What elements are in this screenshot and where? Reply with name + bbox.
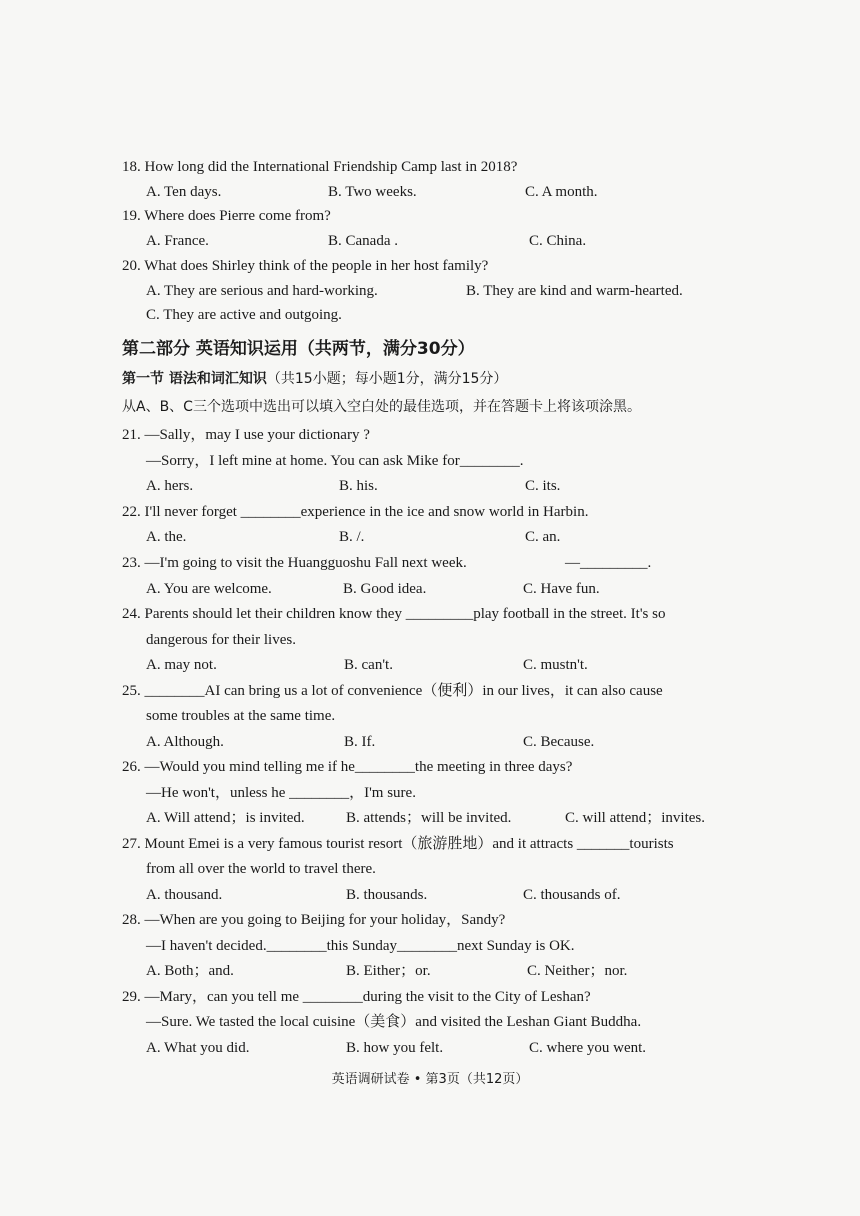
- question-29-option-b: B. how you felt.: [346, 1040, 444, 1056]
- question-19-option-c: C. China.: [529, 233, 587, 249]
- question-27-option-a: A. thousand.: [146, 887, 223, 903]
- question-18-option-c: C. A month.: [525, 184, 598, 200]
- question-25-option-b: B. If.: [344, 734, 376, 750]
- question-25-line-1: 25. ________AI can bring us a lot of convenience（便利）in our lives，it can also cause: [122, 683, 663, 699]
- question-28-option-c: C. Neither；nor.: [527, 963, 628, 979]
- question-26-option-a: A. Will attend；is invited.: [146, 810, 305, 826]
- question-28-line-1: 28. —When are you going to Beijing for your holiday，Sandy?: [122, 912, 506, 928]
- question-25-option-a: A. Although.: [146, 734, 224, 750]
- section-one-title: 第一节 语法和词汇知识: [122, 371, 267, 387]
- question-22-stem: 22. I'll never forget ________experience in the ice and snow world in Harbin.: [122, 504, 589, 520]
- question-20-option-b: B. They are kind and warm-hearted.: [466, 283, 683, 299]
- question-28-option-b: B. Either；or.: [346, 963, 431, 979]
- question-27-line-1: 27. Mount Emei is a very famous tourist resort（旅游胜地）and it attracts _______tourists: [122, 836, 674, 852]
- question-28-line-2: —I haven't decided.________this Sunday________next Sunday is OK.: [146, 938, 575, 954]
- question-19-option-a: A. France.: [146, 233, 209, 249]
- question-24-option-c: C. mustn't.: [523, 657, 588, 673]
- question-18-option-b: B. Two weeks.: [328, 184, 417, 200]
- question-26-line-2: —He won't，unless he ________，I'm sure.: [146, 785, 416, 801]
- question-27-option-b: B. thousands.: [346, 887, 428, 903]
- question-21-line-1: 21. —Sally，may I use your dictionary ?: [122, 427, 370, 443]
- section-one-heading: [122, 370, 507, 388]
- question-23-stem: 23. —I'm going to visit the Huangguoshu Fall next week.: [122, 555, 467, 571]
- question-29-option-c: C. where you went.: [529, 1040, 647, 1056]
- section-one-note: （共15小题；每小题1分，满分15分）: [266, 371, 508, 387]
- question-23-reply: —_________.: [565, 555, 652, 571]
- question-27-option-c: C. thousands of.: [523, 887, 621, 903]
- question-19-stem: 19. Where does Pierre come from?: [122, 208, 331, 224]
- section-one-instruction: 从A、B、C三个选项中选出可以填入空白处的最佳选项，并在答题卡上将该项涂黑。: [122, 399, 641, 415]
- question-29-line-1: 29. —Mary，can you tell me ________during the visit to the City of Leshan?: [122, 989, 591, 1005]
- question-25-line-2: some troubles at the same time.: [146, 708, 336, 724]
- question-28-option-a: A. Both；and.: [146, 963, 234, 979]
- question-26-option-c: C. will attend；invites.: [565, 810, 705, 826]
- question-29-line-2: —Sure. We tasted the local cuisine（美食）and visited the Leshan Giant Buddha.: [146, 1014, 642, 1030]
- question-26-line-1: 26. —Would you mind telling me if he________the meeting in three days?: [122, 759, 573, 775]
- question-20-option-c: C. They are active and outgoing.: [146, 307, 342, 323]
- question-22-option-b: B. /.: [339, 529, 365, 545]
- question-24-option-a: A. may not.: [146, 657, 217, 673]
- page-footer: 英语调研试卷 • 第3页（共12页）: [331, 1072, 529, 1087]
- question-25-option-c: C. Because.: [523, 734, 595, 750]
- question-21-line-2: —Sorry，I left mine at home. You can ask Mike for________.: [146, 453, 524, 469]
- question-24-option-b: B. can't.: [344, 657, 393, 673]
- question-21-option-a: A. hers.: [146, 478, 194, 494]
- question-18-stem: 18. How long did the International Friendship Camp last in 2018?: [122, 159, 518, 175]
- question-29-option-a: A. What you did.: [146, 1040, 250, 1056]
- question-22-option-a: A. the.: [146, 529, 187, 545]
- question-19-option-b: B. Canada .: [328, 233, 398, 249]
- question-21-option-c: C. its.: [525, 478, 561, 494]
- question-18-option-a: A. Ten days.: [146, 184, 222, 200]
- part-two-heading: 第二部分 英语知识运用（共两节，满分30分）: [122, 339, 475, 359]
- question-23-option-a: A. You are welcome.: [146, 581, 272, 597]
- question-23-option-c: C. Have fun.: [523, 581, 600, 597]
- question-26-option-b: B. attends；will be invited.: [346, 810, 512, 826]
- question-24-line-2: dangerous for their lives.: [146, 632, 296, 648]
- question-22-option-c: C. an.: [525, 529, 561, 545]
- question-20-option-a: A. They are serious and hard-working.: [146, 283, 378, 299]
- question-24-line-1: 24. Parents should let their children know they _________play football in the street. It's so: [122, 606, 666, 622]
- question-23-option-b: B. Good idea.: [343, 581, 427, 597]
- question-21-option-b: B. his.: [339, 478, 378, 494]
- question-27-line-2: from all over the world to travel there.: [146, 861, 376, 877]
- question-20-stem: 20. What does Shirley think of the people in her host family?: [122, 258, 489, 274]
